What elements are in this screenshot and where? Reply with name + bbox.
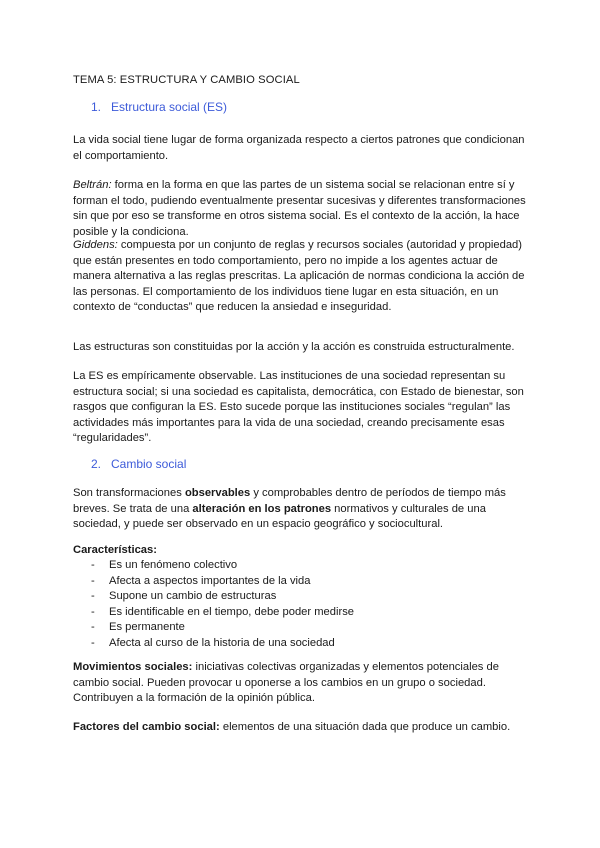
text-run: y comprobables dentro de períodos de tiempo más breves. Se trata de una <box>73 487 506 515</box>
caracteristicas-list <box>91 558 354 651</box>
section-title: Cambio social <box>111 457 187 471</box>
list-item <box>91 605 354 621</box>
paragraph-factores-cambio <box>73 720 533 736</box>
definition-text: forma en la forma en que las partes de un sistema social se relacionan entre sí y forman el todo, pudiendo eventualmente presentar sucesivas y diferentes transformaciones sin que por eso se transforme en otros sistema social. Es el contexto de la acción, la hace posible y la condiciona. <box>73 179 526 238</box>
list-item-text: Es permanente <box>109 621 185 633</box>
paragraph-es-observable: La ES es empíricamente observable. Las instituciones de una sociedad representan su estructura social; si una sociedad es capitalista, democrática, con Estado de bienestar, son rasgos que configuran la ES. Esto sucede porque las instituciones sociales “regulan” las actividades más importantes para la vida de una sociedad, creando precisamente esas “regularidades”. <box>73 370 524 445</box>
text-run: Son transformaciones <box>73 487 185 499</box>
paragraph-movimientos-sociales <box>73 660 533 707</box>
bullet-dash: - <box>91 574 95 587</box>
bullet-dash: - <box>91 621 95 633</box>
page-title: TEMA 5: ESTRUCTURA Y CAMBIO SOCIAL <box>73 74 300 86</box>
list-item <box>91 636 354 652</box>
paragraph-intro: La vida social tiene lugar de forma organizada respecto a ciertos patrones que condicionan el comportamiento. <box>73 134 525 162</box>
paragraph-giddens <box>73 238 533 316</box>
author-label: Giddens: <box>73 239 118 251</box>
bullet-dash: - <box>91 605 95 618</box>
list-item <box>91 574 354 590</box>
term-label: Movimientos sociales: <box>73 661 193 673</box>
bold-term: observables <box>184 487 251 499</box>
bullet-dash: - <box>91 636 95 649</box>
term-label: Factores del cambio social: <box>73 721 220 733</box>
definition-text: elementos de una situación dada que produce un cambio. <box>219 721 511 733</box>
list-item-text: Es un fenómeno colectivo <box>109 559 238 571</box>
text-run: normativos y culturales de una sociedad, y puede ser observado en un espacio geográfico y sociocultural. <box>73 502 486 531</box>
section-heading-estructura-social <box>91 100 227 116</box>
list-item-text: Afecta al curso de la historia de una sociedad <box>109 636 335 649</box>
list-item <box>91 589 354 605</box>
paragraph-beltran <box>73 178 533 240</box>
bold-term: alteración en los patrones <box>192 502 332 515</box>
caracteristicas-label: Características: <box>73 544 157 556</box>
list-item-text: Supone un cambio de estructuras <box>109 590 277 602</box>
bullet-dash: - <box>91 559 95 571</box>
paragraph-cambio-definicion <box>73 486 533 533</box>
list-item-text: Afecta a aspectos importantes de la vida <box>109 574 311 587</box>
author-label: Beltrán: <box>73 179 112 191</box>
section-number: 1. <box>91 100 102 114</box>
section-title: Estructura social (ES) <box>111 100 228 114</box>
definition-text: compuesta por un conjunto de reglas y recursos sociales (autoridad y propiedad) que están presentes en todo comportamiento, pero no impide a los agentes actuar de manera alternativa a las reglas prescritas. La aplicación de normas condiciona la acción de las personas. El comportamiento de los individuos tiene lugar en esta situación, en un contexto de “conductas” que reducen la ansiedad e inseguridad. <box>73 239 525 314</box>
section-heading-cambio-social <box>91 457 186 473</box>
list-item <box>91 558 354 574</box>
list-item-text: Es identificable en el tiempo, debe poder medirse <box>109 605 355 618</box>
definition-text: iniciativas colectivas organizadas y elementos potenciales de cambio social. Pueden provocar u oponerse a los cambios en un grupo o sociedad. Contribuyen a la formación de la opinión pública. <box>73 661 499 705</box>
list-item <box>91 620 354 636</box>
bullet-dash: - <box>91 590 95 602</box>
paragraph-estructuras: Las estructuras son constituidas por la acción y la acción es construida estructuralmente. <box>73 341 515 353</box>
section-number: 2. <box>91 457 102 471</box>
